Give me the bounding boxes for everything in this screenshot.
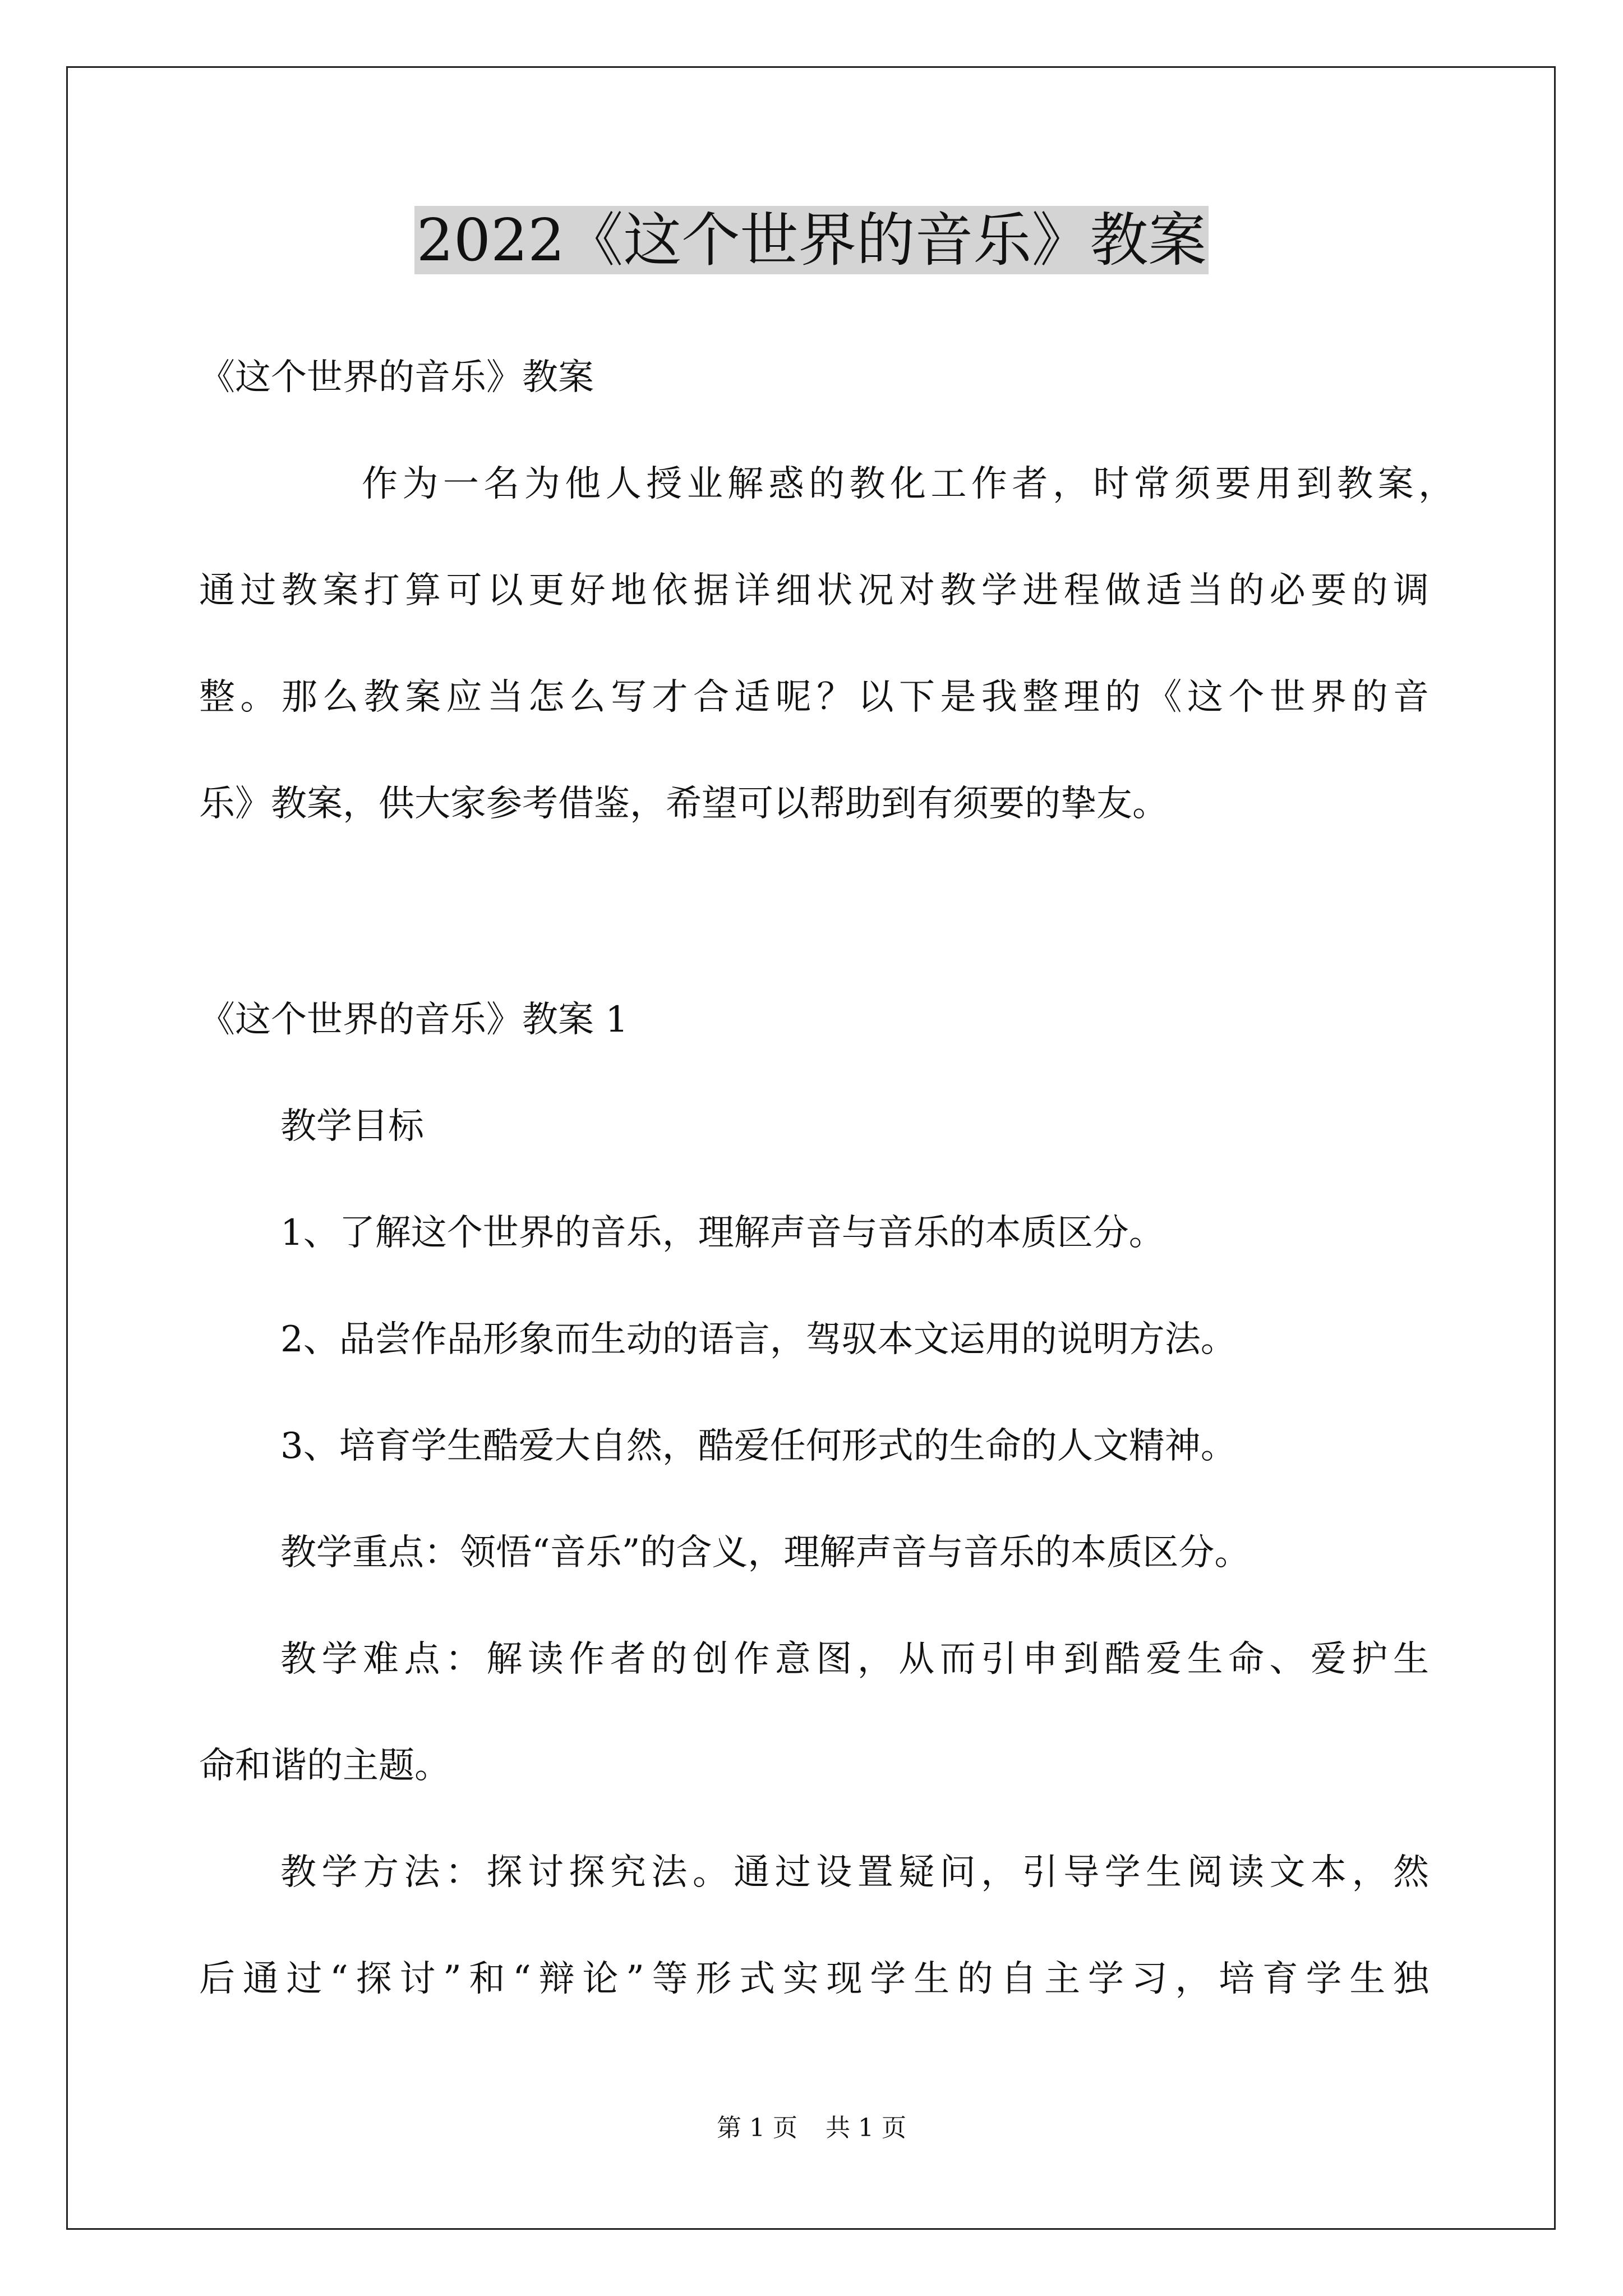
intro-line-3: 整。那么教案应当怎么写才合适呢？以下是我整理的《这个世界的音 — [199, 677, 1429, 718]
goal-item-1: 1、了解这个世界的音乐，理解声音与音乐的本质区分。 — [280, 1212, 1165, 1254]
goal-item-2: 2、品尝作品形象而生动的语言，驾驭本文运用的说明方法。 — [280, 1319, 1237, 1360]
difficulty-line-1: 教学难点：解读作者的创作意图，从而引申到酷爱生命、爱护生 — [280, 1639, 1429, 1680]
goals-heading: 教学目标 — [280, 1106, 424, 1147]
goal-item-3: 3、培育学生酷爱大自然，酷爱任何形式的生命的人文精神。 — [280, 1425, 1237, 1467]
document-title-text: 2022《这个世界的音乐》教案 — [414, 206, 1209, 274]
section-heading: 《这个世界的音乐》教案 1 — [199, 999, 629, 1041]
page-total-label: 共 1 页 — [826, 2114, 906, 2142]
page-footer — [0, 2111, 1623, 2145]
difficulty-line-2: 命和谐的主题。 — [199, 1745, 450, 1787]
method-line-2: 后通过“探讨”和“辩论”等形式实现学生的自主学习，培育学生独 — [199, 1958, 1429, 2000]
intro-line-2: 通过教案打算可以更好地依据详细状况对教学进程做适当的必要的调 — [199, 570, 1429, 611]
intro-line-1: 作为一名为他人授业解惑的教化工作者，时常须要用到教案， — [362, 463, 1454, 505]
method-line-1: 教学方法：探讨探究法。通过设置疑问，引导学生阅读文本，然 — [280, 1852, 1429, 1893]
page-number-label: 第 1 页 — [717, 2114, 797, 2142]
key-point-line: 教学重点：领悟“音乐”的含义，理解声音与音乐的本质区分。 — [280, 1532, 1251, 1573]
document-subtitle: 《这个世界的音乐》教案 — [199, 357, 594, 398]
intro-line-4: 乐》教案，供大家参考借鉴，希望可以帮助到有须要的挚友。 — [199, 783, 1168, 825]
document-title — [0, 201, 1623, 279]
